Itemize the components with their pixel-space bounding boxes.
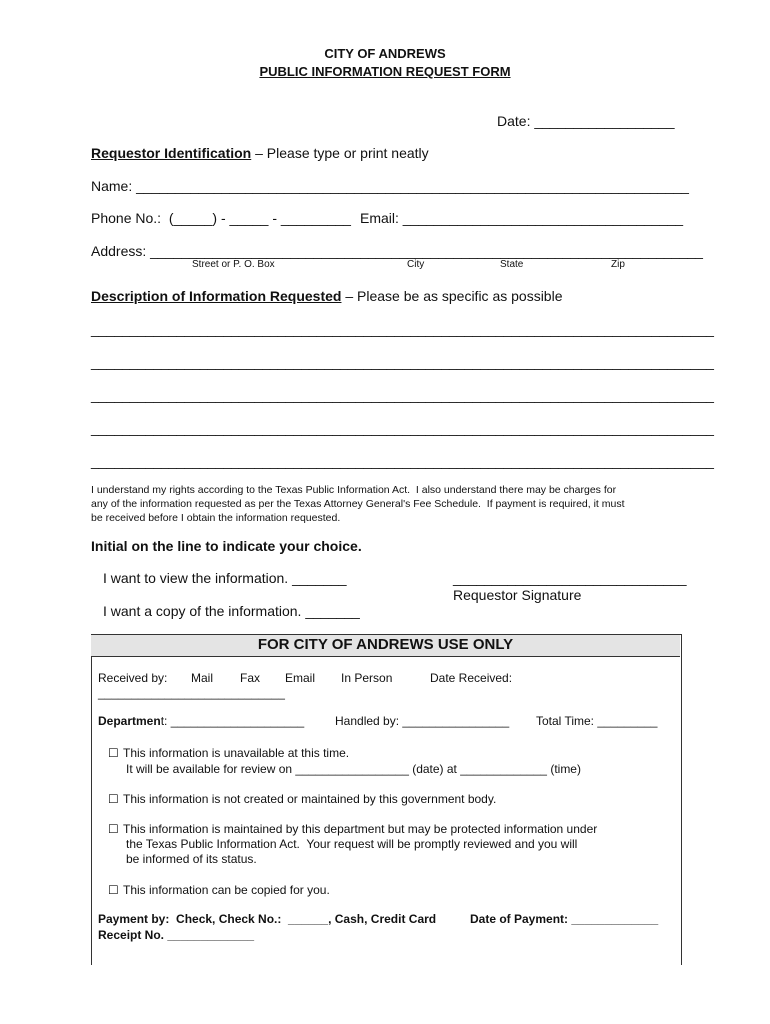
checkbox-not-maintained[interactable]: ☐ [108,792,119,806]
option-protected-line-1: This information is maintained by this department but may be protected information under [123,822,598,836]
zip-caption: Zip [611,259,625,270]
email-field[interactable]: Email: ____________________________________ [360,210,684,226]
date-received-label: Date Received: [430,671,513,685]
description-line-2[interactable]: ________________________________________________________________________________ [91,354,714,370]
checkbox-protected[interactable]: ☐ [108,822,119,836]
description-line-5[interactable]: ________________________________________________________________________________ [91,453,714,469]
form-subtitle: PUBLIC INFORMATION REQUEST FORM [259,64,511,79]
phone-field[interactable]: Phone No.: (_____) - _____ - _________ [91,210,351,226]
name-field[interactable]: Name: _______________________________________________________________________ [91,178,689,194]
checkbox-copied[interactable]: ☐ [108,883,119,897]
received-in-person-option[interactable]: In Person [341,671,393,685]
date-field[interactable]: Date: __________________ [497,113,675,129]
disclaimer-line-1: I understand my rights according to the Texas Public Information Act. I also understand there may be charges for [91,484,617,496]
option-unavailable-line-2: It will be available for review on _________________ (date) at _____________ (time) [126,762,581,776]
requestor-heading-title: Requestor Identification [91,145,252,161]
signature-line[interactable]: ______________________________ [453,570,687,586]
handled-by-field[interactable]: Handled by: ________________ [335,714,510,728]
disclaimer-line-2: any of the information requested as per the Texas Attorney General's Fee Schedule. If payment is required, it must [91,498,625,510]
state-caption: State [500,259,524,270]
option-not-maintained: This information is not created or maintained by this government body. [123,792,497,806]
copy-option[interactable]: I want a copy of the information. _______ [103,603,360,619]
department-field[interactable] [98,714,304,728]
address-field[interactable]: Address: _______________________________________________________________________ [91,243,703,259]
disclaimer-line-3: be received before I obtain the information requested. [91,512,341,524]
department-label-bold: Departmen [98,714,161,728]
city-caption: City [407,259,425,270]
description-line-1[interactable]: ________________________________________________________________________________ [91,321,714,337]
received-email-option[interactable]: Email [285,671,316,685]
description-line-4[interactable]: ________________________________________________________________________________ [91,420,714,436]
department-label-rest: t: ____________________ [160,714,305,728]
form-title: CITY OF ANDREWS [324,46,446,61]
signature-label: Requestor Signature [453,587,582,603]
option-protected-line-3: be informed of its status. [126,852,257,866]
checkbox-unavailable[interactable]: ☐ [108,746,119,760]
payment-field[interactable]: Payment by: Check, Check No.: ______, Cash, Credit Card [98,912,437,926]
date-of-payment-field[interactable]: Date of Payment: _____________ [470,912,659,926]
total-time-field[interactable]: Total Time: _________ [536,714,658,728]
choice-heading: Initial on the line to indicate your choice. [91,538,362,554]
description-heading-title: Description of Information Requested [91,288,342,304]
received-by-label: Received by: [98,671,168,685]
date-received-line[interactable]: ____________________________ [98,686,285,700]
requestor-heading [91,145,429,161]
view-option[interactable]: I want to view the information. _______ [103,570,347,586]
option-unavailable-line-1: This information is unavailable at this time. [123,746,350,760]
office-use-heading: FOR CITY OF ANDREWS USE ONLY [257,636,514,653]
street-caption: Street or P. O. Box [192,259,275,270]
description-line-3[interactable]: ________________________________________________________________________________ [91,387,714,403]
description-heading-note: – Please be as specific as possible [341,288,563,304]
description-heading [91,288,562,304]
receipt-number-field[interactable]: Receipt No. _____________ [98,928,255,942]
received-fax-option[interactable]: Fax [240,671,261,685]
received-mail-option[interactable]: Mail [191,671,214,685]
option-protected-line-2: the Texas Public Information Act. Your request will be promptly reviewed and you will [126,837,578,851]
requestor-heading-note: – Please type or print neatly [251,145,429,161]
option-copied: This information can be copied for you. [123,883,330,897]
